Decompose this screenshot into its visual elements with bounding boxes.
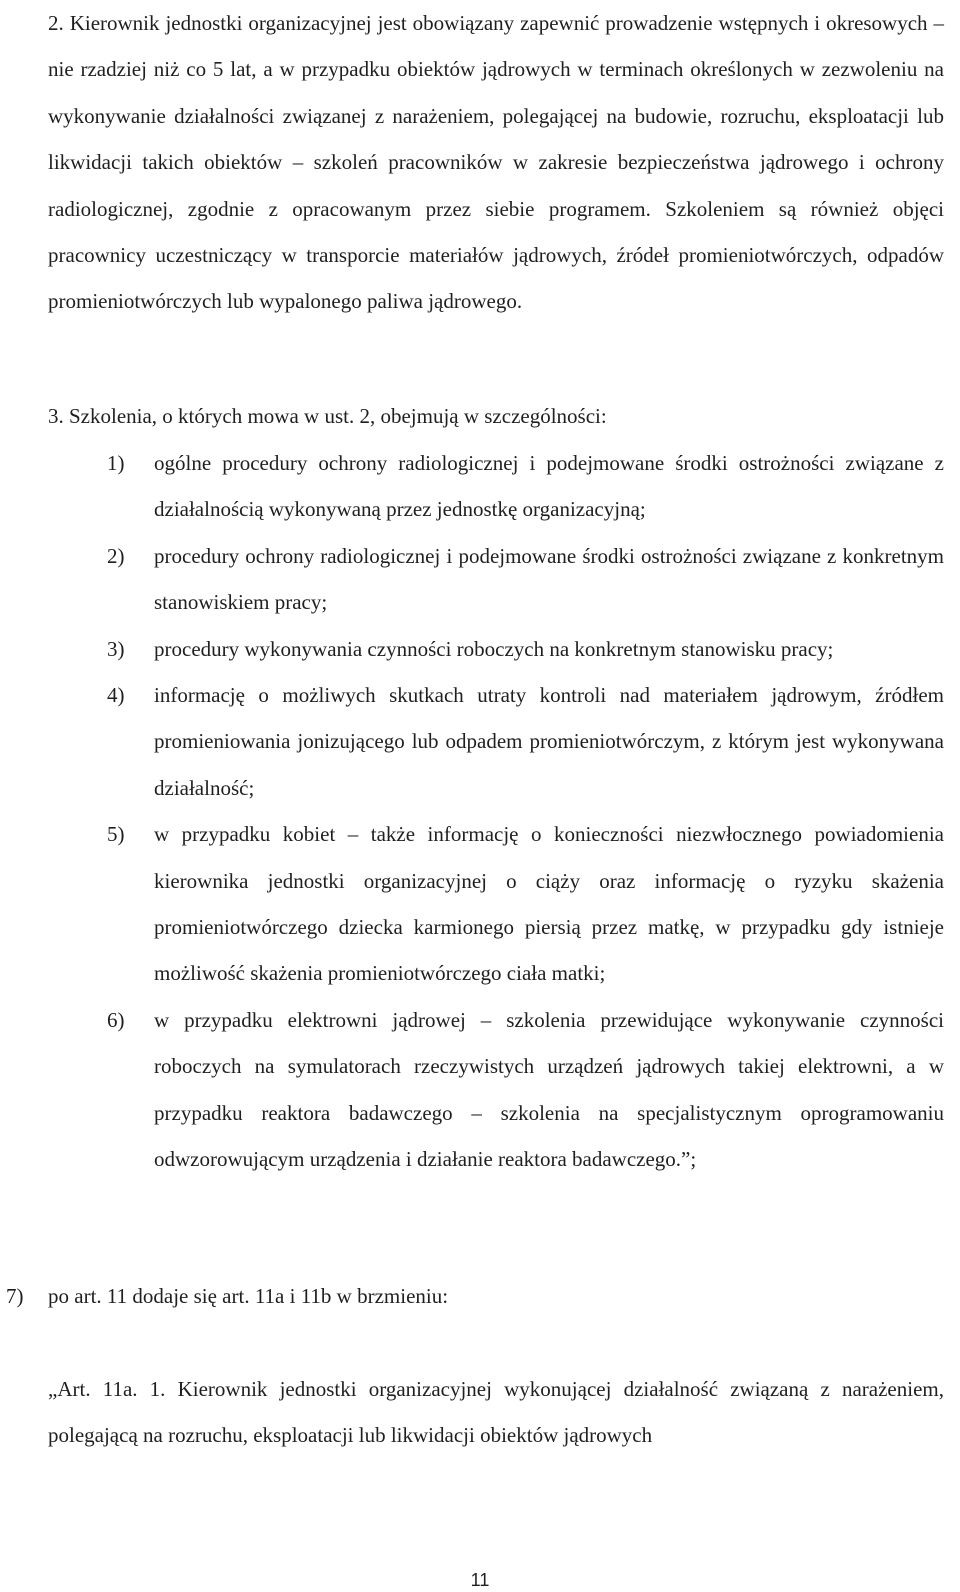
- list-item: [0, 440, 944, 533]
- paragraph-2: 2. Kierownik jednostki organizacyjnej jest obowiązany zapewnić prowadzenie wstępnych i okresowych – nie rzadziej niż co 5 lat, a w przypadku obiektów jądrowych w terminach określonych w zezwoleniu na wykonywanie działalności związanej z narażeniem, polegającej na budowie, rozruchu, eksploatacji lub likwidacji takich obiektów – szkoleń pracowników w zakresie bezpieczeństwa jądrowego i ochrony radiologicznej, zgodnie z opracowanym przez siebie programem. Szkoleniem są również objęci pracownicy uczestniczący w transporcie materiałów jądrowych, źródeł promieniotwórczych, odpadów promieniotwórczych lub wypalonego paliwa jądrowego.: [48, 11, 944, 314]
- list-item-text: procedury wykonywania czynności roboczych na konkretnym stanowisku pracy;: [154, 636, 834, 661]
- amendment-number: 7): [6, 1284, 24, 1308]
- list-item: [0, 533, 944, 626]
- list-item-number: 1): [107, 451, 125, 475]
- list-item-number: 3): [107, 636, 125, 661]
- list-item-text: w przypadku elektrowni jądrowej – szkolenia przewidujące wykonywanie czynności roboczych na symulatorach rzeczywistych urządzeń jądrowych takiej elektrowni, a w przypadku reaktora badawczego – szkolenia na specjalistycznym oprogramowaniu odwzorowującym urządzenia i działanie reaktora badawczego.”;: [154, 1007, 944, 1172]
- list-item: [0, 997, 944, 1183]
- list-item-text: procedury ochrony radiologicznej i podejmowane środki ostrożności związane z konkretnym stanowiskiem pracy;: [154, 543, 944, 615]
- paragraph-3: 3. Szkolenia, o których mowa w ust. 2, obejmują w szczególności:: [48, 404, 607, 428]
- article-text: „Art. 11a. 1. Kierownik jednostki organizacyjnej wykonującej działalność związaną z narażeniem, polegającą na rozruchu, eksploatacji lub likwidacji obiektów jądrowych: [48, 1377, 944, 1448]
- list-item: [0, 672, 944, 811]
- list-item-number: 5): [107, 822, 125, 847]
- list-item: [0, 626, 944, 672]
- amendment-text: po art. 11 dodaje się art. 11a i 11b w brzmieniu:: [48, 1284, 449, 1308]
- list-item-number: 2): [107, 543, 125, 568]
- list-item-number: 4): [107, 683, 125, 708]
- page-number: 11: [470, 1570, 490, 1590]
- list-item-number: 6): [107, 1007, 125, 1032]
- list-item-text: w przypadku kobiet – także informację o konieczności niezwłocznego powiadomienia kierownika jednostki organizacyjnej o ciąży oraz informację o ryzyku skażenia promieniotwórczego dziecka karmionego piersią przez matkę, w przypadku gdy istnieje możliwość skażenia promieniotwórczego ciała matki;: [154, 822, 944, 986]
- list-item-text: informację o możliwych skutkach utraty kontroli nad materiałem jądrowym, źródłem promieniowania jonizującego lub odpadem promieniotwórczym, z którym jest wykonywana działalność;: [154, 683, 944, 800]
- list-item: [0, 811, 944, 997]
- training-list: [0, 440, 960, 1183]
- list-item-text: ogólne procedury ochrony radiologicznej i podejmowane środki ostrożności związane z działalnością wykonywaną przez jednostkę organizacyjną;: [154, 451, 944, 522]
